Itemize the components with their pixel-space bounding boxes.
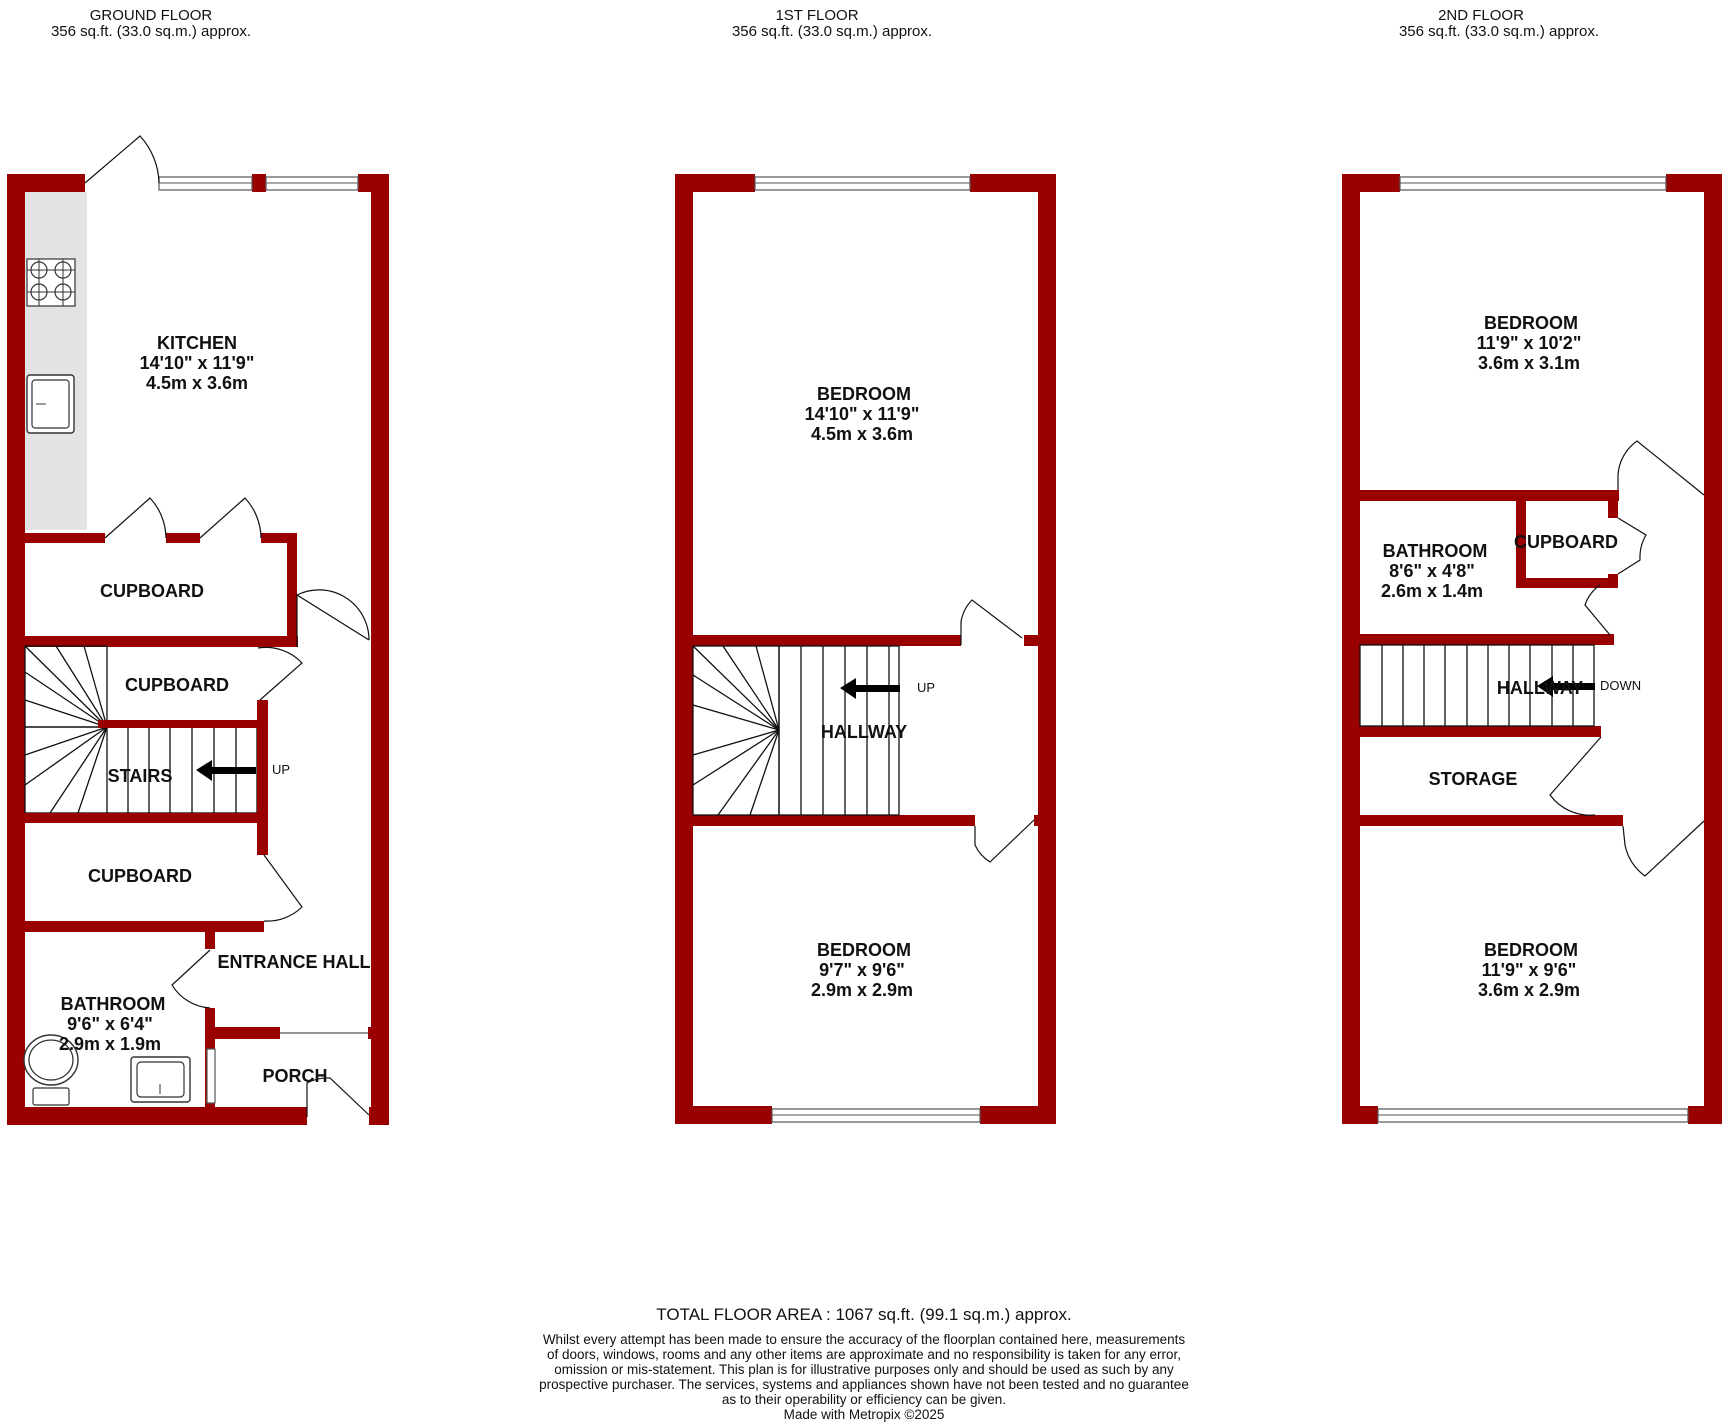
wall: [1688, 1106, 1722, 1124]
wall: [675, 174, 693, 1124]
up-arrow-icon: [840, 678, 900, 699]
kitchen-counter: [25, 192, 87, 530]
bedroom-door: [1618, 441, 1704, 495]
wall: [1038, 174, 1056, 1124]
storage-door: [1550, 737, 1601, 815]
stairs-down-label: DOWN: [1600, 678, 1642, 693]
bedroom-label: BEDROOM: [1484, 940, 1578, 960]
bathroom-door: [1585, 585, 1610, 635]
second-floor-plan: [1342, 174, 1722, 1124]
wall: [1342, 726, 1601, 737]
bedroom-size-imperial: 14'10" x 11'9": [804, 404, 920, 424]
stairs-label: STAIRS: [107, 766, 173, 786]
cupboard-door: [264, 855, 302, 921]
bedroom-size-metric: 3.6m x 2.9m: [1477, 980, 1581, 1000]
cupboard-label: CUPBOARD: [124, 675, 230, 695]
wall: [7, 1107, 307, 1125]
kitchen-sink-icon: [27, 375, 74, 433]
wall: [205, 1027, 280, 1039]
bedroom-size-metric: 2.9m x 2.9m: [810, 980, 914, 1000]
disclaimer-line: prospective purchaser. The services, systems and appliances shown have not been tested and no guarantee: [539, 1377, 1189, 1392]
bathroom-label: BATHROOM: [1382, 541, 1488, 561]
entrance-hall-label: ENTRANCE HALL: [217, 952, 371, 972]
wall: [1342, 815, 1623, 826]
wall: [675, 635, 961, 646]
hob-icon: [27, 259, 75, 306]
ground-floor-plan: [7, 136, 389, 1125]
bedroom-door: [975, 820, 1034, 862]
wall: [7, 174, 25, 1124]
window: [207, 1049, 215, 1103]
bedroom-size-imperial: 11'9" x 9'6": [1481, 960, 1577, 980]
stairs-up-label: UP: [917, 680, 936, 695]
hallway-label: HALLWAY: [820, 722, 908, 742]
second-floor-area: 356 sq.ft. (33.0 sq.m.) approx.: [1398, 23, 1600, 40]
wall: [7, 636, 298, 647]
bathroom-size-metric: 2.6m x 1.4m: [1380, 581, 1484, 601]
wall: [1034, 815, 1038, 826]
first-floor-area: 356 sq.ft. (33.0 sq.m.) approx.: [731, 23, 933, 40]
wall: [1342, 174, 1360, 1124]
first-floor-plan: [675, 174, 1056, 1124]
bathroom-door: [172, 950, 210, 1008]
up-arrow-icon: [196, 760, 256, 781]
wall: [1704, 174, 1722, 1124]
storage-label: STORAGE: [1428, 769, 1518, 789]
wall: [675, 1106, 772, 1124]
wall: [369, 1107, 389, 1125]
kitchen-door: [85, 136, 159, 183]
porch-label: PORCH: [262, 1066, 328, 1086]
bedroom-label: BEDROOM: [817, 384, 911, 404]
wall: [257, 700, 268, 855]
first-floor-title: 1ST FLOOR: [775, 7, 859, 24]
disclaimer-line: of doors, windows, rooms and any other items are approximate and no responsibility is taken for any error,: [546, 1347, 1182, 1362]
wall: [1024, 635, 1038, 646]
cupboard-label: CUPBOARD: [1513, 532, 1619, 552]
wall: [1342, 634, 1614, 645]
total-floor-area: TOTAL FLOOR AREA : 1067 sq.ft. (99.1 sq.m.) approx.: [656, 1305, 1072, 1324]
hall-door-arc: [297, 590, 369, 640]
wall: [7, 921, 264, 932]
second-floor-title: 2ND FLOOR: [1438, 7, 1524, 24]
cupboard-door: [258, 647, 302, 700]
disclaimer-line: Whilst every attempt has been made to ensure the accuracy of the floorplan contained here, measurements: [542, 1332, 1186, 1347]
wall: [1342, 1106, 1378, 1124]
disclaimer-line: as to their operability or efficiency can be given.: [721, 1392, 1007, 1407]
bedroom-size-imperial: 9'7" x 9'6": [819, 960, 905, 980]
bedroom-door: [1623, 821, 1704, 876]
wall: [371, 174, 389, 1124]
cupboard-label: CUPBOARD: [87, 866, 193, 886]
cupboard-label: CUPBOARD: [99, 581, 205, 601]
wall: [166, 533, 200, 543]
bedroom-door: [961, 600, 1022, 645]
bathroom-size-metric: 2.9m x 1.9m: [58, 1034, 162, 1054]
ground-floor-area: 356 sq.ft. (33.0 sq.m.) approx.: [50, 23, 252, 40]
bedroom-size-metric: 4.5m x 3.6m: [810, 424, 914, 444]
bathroom-label: BATHROOM: [60, 994, 166, 1014]
wall: [1342, 490, 1619, 501]
kitchen-size-metric: 4.5m x 3.6m: [145, 373, 249, 393]
wall: [205, 932, 215, 949]
disclaimer-line: omission or mis-statement. This plan is for illustrative purposes only and should be used as such by any: [554, 1362, 1174, 1377]
ground-stairs: [25, 646, 257, 813]
bedroom-size-imperial: 11'9" x 10'2": [1476, 333, 1582, 353]
wall: [287, 533, 297, 647]
cupboard-door: [1618, 518, 1646, 574]
bedroom-label: BEDROOM: [817, 940, 911, 960]
wall: [7, 813, 258, 823]
ground-floor-title: GROUND FLOOR: [89, 7, 213, 24]
wall: [98, 720, 258, 728]
hall-door: [297, 595, 369, 647]
bathroom-size-imperial: 8'6" x 4'8": [1389, 561, 1475, 581]
hallway-label: HALLWAY: [1496, 678, 1584, 698]
bedroom-label: BEDROOM: [1484, 313, 1578, 333]
wall: [675, 815, 975, 826]
basin-icon: [131, 1057, 190, 1102]
bedroom-size-metric: 3.6m x 3.1m: [1477, 353, 1581, 373]
wall: [980, 1106, 1056, 1124]
cupboard-door: [105, 498, 166, 538]
wall: [1516, 578, 1618, 588]
wall: [7, 533, 105, 543]
kitchen-label: KITCHEN: [157, 333, 237, 353]
bathroom-size-imperial: 9'6" x 6'4": [67, 1014, 153, 1034]
kitchen-size-imperial: 14'10" x 11'9": [139, 353, 255, 373]
stairs-up-label: UP: [272, 762, 291, 777]
cupboard-door: [200, 498, 261, 538]
wall: [1608, 490, 1618, 518]
made-with-credit: Made with Metropix ©2025: [783, 1407, 945, 1422]
wall: [368, 1027, 372, 1039]
wall: [252, 174, 266, 192]
